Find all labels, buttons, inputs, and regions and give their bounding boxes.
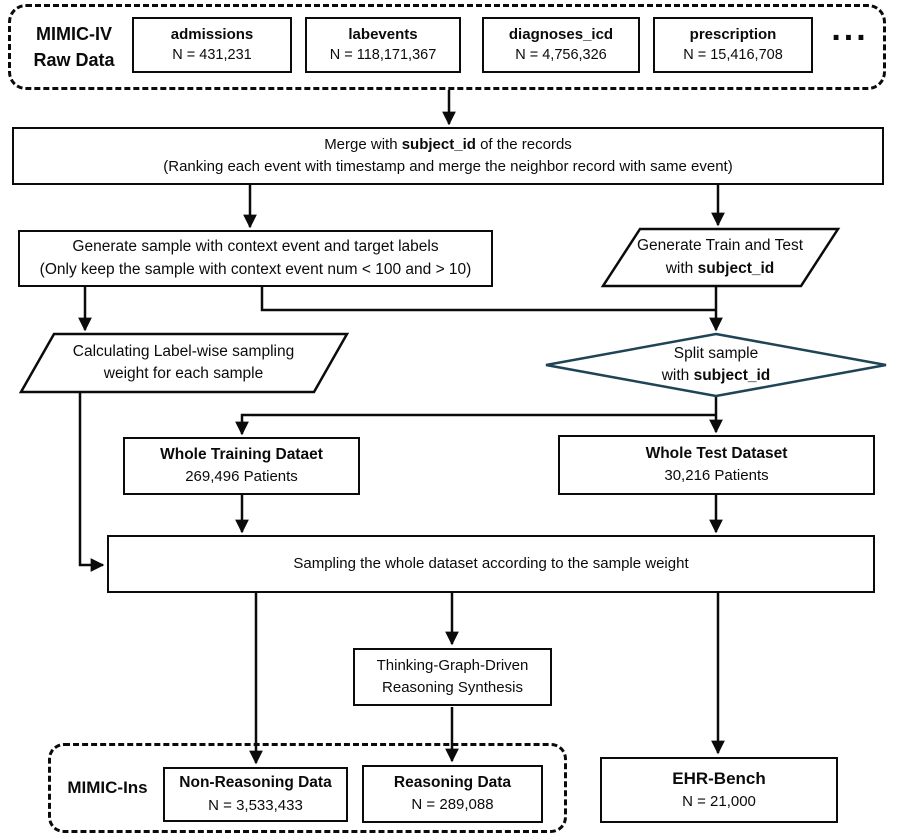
raw-data-label	[18, 18, 130, 76]
train-test-line2-bold: subject_id	[697, 259, 775, 277]
split-line2-bold: subject_id	[693, 367, 771, 384]
train-test-line2	[666, 258, 775, 280]
split-line2	[662, 365, 771, 387]
generate-sample-box	[18, 230, 493, 287]
ehr-bench-box	[600, 757, 838, 823]
table-count: N = 15,416,708	[683, 47, 783, 64]
whole-test-subtitle: 30,216 Patients	[664, 467, 769, 485]
mimic-ins-label: MIMIC-Ins	[67, 777, 148, 797]
table-count: N = 4,756,326	[515, 47, 607, 64]
generate-sample-line1: Generate sample with context event and target labels	[72, 238, 439, 256]
synthesis-line2: Reasoning Synthesis	[382, 679, 523, 696]
merge-line1-post: of the records	[475, 136, 572, 154]
table-box-prescription	[653, 17, 813, 73]
sampling-box	[107, 535, 875, 593]
generate-sample-line2: (Only keep the sample with context event num < 100 and > 10)	[39, 260, 472, 278]
table-name: labevents	[348, 25, 418, 43]
raw-data-label-line1: MIMIC-IV	[36, 23, 112, 44]
arrow-split-to-train-dataset	[242, 415, 716, 434]
table-name: admissions	[170, 25, 254, 43]
split-sample-diamond	[546, 334, 886, 396]
train-test-line1: Generate Train and Test	[636, 237, 803, 255]
ehr-bench-title: EHR-Bench	[672, 768, 766, 788]
non-reasoning-title: Non-Reasoning Data	[179, 774, 332, 792]
non-reasoning-count: N = 3,533,433	[208, 796, 303, 814]
table-box-admissions	[132, 17, 292, 73]
whole-training-title: Whole Training Dataet	[160, 445, 323, 463]
sampling-label: Sampling the whole dataset according to the sample weight	[293, 555, 689, 573]
train-test-line2-pre: with	[665, 259, 698, 277]
table-name: prescription	[689, 25, 777, 43]
connector-generate-sample-to-split	[262, 287, 716, 310]
more-tables-ellipsis: ...	[831, 10, 869, 49]
label-weight-parallelogram	[20, 333, 347, 393]
label-weight-line1: Calculating Label-wise sampling	[72, 342, 295, 360]
reasoning-count: N = 289,088	[411, 796, 494, 814]
merge-line1-bold: subject_id	[401, 136, 476, 154]
table-box-labevents	[305, 17, 461, 73]
arrow-label-weight-to-sampling	[80, 392, 103, 565]
generate-train-test-parallelogram	[602, 228, 838, 287]
whole-training-box	[123, 437, 360, 495]
merge-line2: (Ranking each event with timestamp and merge the neighbor record with same event)	[163, 158, 733, 175]
non-reasoning-box	[163, 767, 348, 822]
table-name: diagnoses_icd	[508, 25, 614, 43]
merge-line1	[324, 134, 572, 156]
whole-training-subtitle: 269,496 Patients	[185, 468, 298, 486]
split-line2-pre: with	[661, 367, 694, 384]
whole-test-box	[558, 435, 875, 495]
label-weight-line2: weight for each sample	[103, 365, 264, 382]
reasoning-title: Reasoning Data	[393, 773, 512, 791]
split-line1: Split sample	[673, 344, 759, 362]
table-count: N = 118,171,367	[329, 47, 437, 64]
table-count: N = 431,231	[172, 47, 252, 64]
reasoning-box	[362, 765, 543, 823]
reasoning-synthesis-box	[353, 648, 552, 706]
raw-data-label-line2: Raw Data	[33, 50, 115, 70]
table-box-diagnoses-icd	[482, 17, 640, 73]
merge-step-box	[12, 127, 884, 185]
ehr-bench-count: N = 21,000	[682, 793, 756, 811]
whole-test-title: Whole Test Dataset	[645, 444, 788, 462]
synthesis-line1: Thinking-Graph-Driven	[376, 657, 529, 675]
merge-line1-pre: Merge with	[324, 136, 402, 154]
